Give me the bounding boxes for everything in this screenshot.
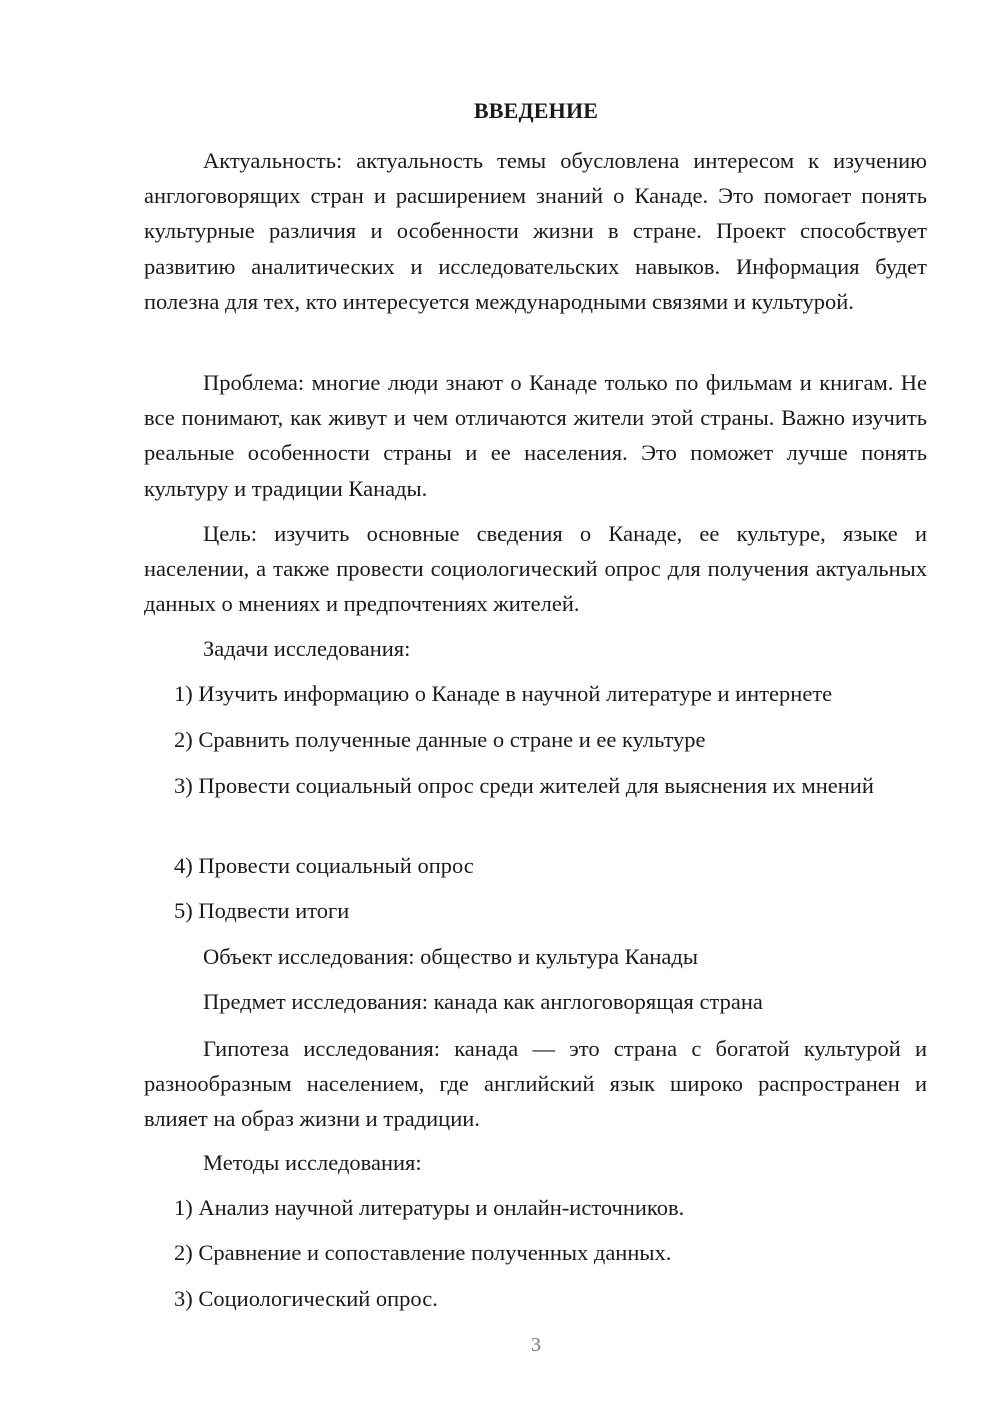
paragraph-problem: Проблема: многие люди знают о Канаде только по фильмам и книгам. Не все понимают, как живут и чем отличаются жители этой страны. Важно изучить реальные особенности страны и ее населения. Это поможет лучше понять культуру и традиции Канады. — [144, 370, 927, 501]
task-item-1: 1) Изучить информацию о Канаде в научной литературе и интернете — [174, 681, 833, 706]
paragraph-goal: Цель: изучить основные сведения о Канаде, ее культуре, языке и населении, а также провести социологический опрос для получения актуальных данных о мнениях и предпочтениях жителей. — [144, 521, 927, 617]
task-item-3: 3) Провести социальный опрос среди жителей для выяснения их мнений — [174, 773, 874, 798]
research-object: Объект исследования: общество и культура Канады — [203, 944, 698, 969]
method-item-3: 3) Социологический опрос. — [174, 1286, 438, 1311]
task-item-4: 4) Провести социальный опрос — [174, 853, 474, 878]
method-item-1: 1) Анализ научной литературы и онлайн-источников. — [174, 1195, 685, 1220]
tasks-heading: Задачи исследования: — [203, 636, 411, 661]
paragraph-hypothesis: Гипотеза исследования: канада — это страна с богатой культурой и разнообразным населением, где английский язык широко распространен и влияет на образ жизни и традиции. — [144, 1036, 927, 1132]
page-number: 3 — [531, 1334, 541, 1356]
method-item-2: 2) Сравнение и сопоставление полученных данных. — [174, 1240, 672, 1265]
section-title: ВВЕДЕНИЕ — [473, 98, 599, 123]
task-item-2: 2) Сравнить полученные данные о стране и ее культуре — [174, 727, 706, 752]
paragraph-relevance: Актуальность: актуальность темы обусловлена интересом к изучению англоговорящих стран и расширением знаний о Канаде. Это помогает понять культурные различия и особенности жизни в стране. Проект способствует развитию аналитических и исследовательских навыков. Информация будет полезна для тех, кто интересуется международными связями и культурой. — [144, 148, 927, 314]
task-item-5: 5) Подвести итоги — [174, 898, 350, 923]
methods-heading: Методы исследования: — [203, 1150, 422, 1175]
research-subject: Предмет исследования: канада как англоговорящая страна — [203, 989, 763, 1014]
